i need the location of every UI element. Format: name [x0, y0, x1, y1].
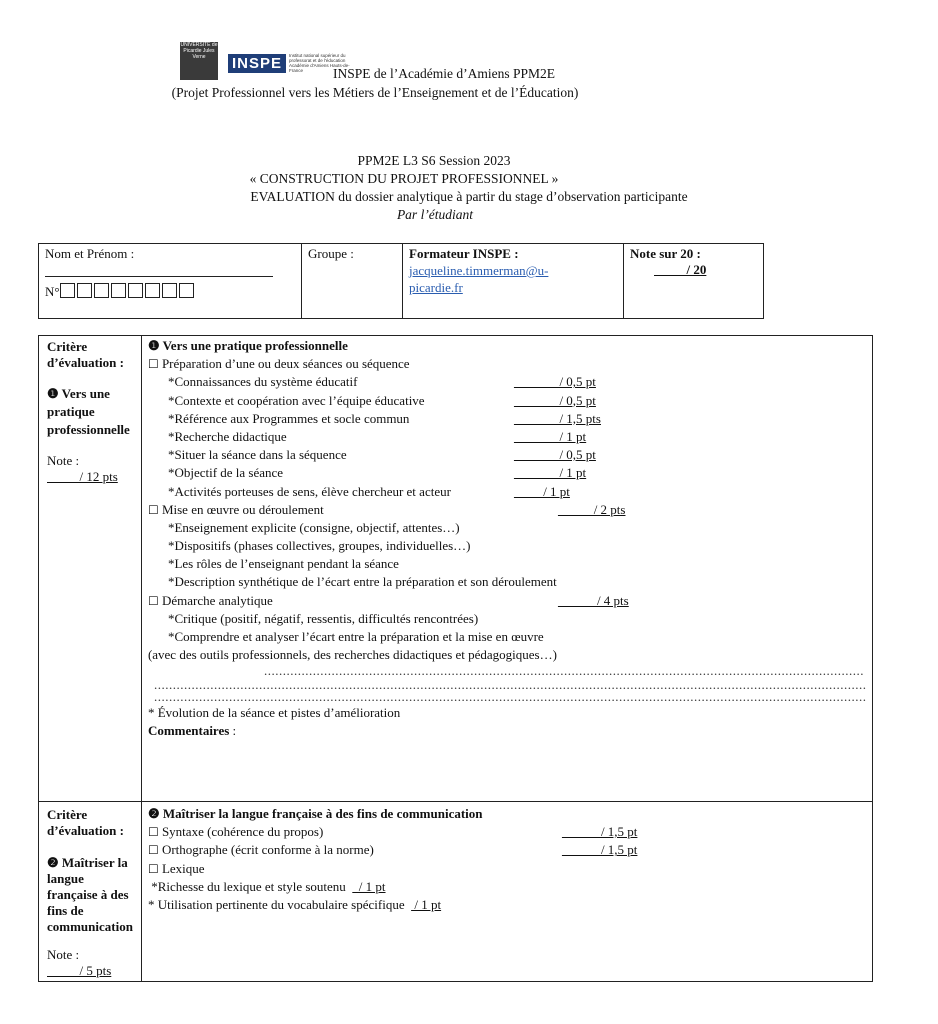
syntax-checkbox-row[interactable]: ☐ Syntaxe (cohérence du propos) / 1,5 pt [147, 824, 638, 840]
score-field[interactable]: / 1 pt [411, 896, 442, 912]
checkbox-icon[interactable]: ☐ [147, 357, 159, 372]
note-value[interactable]: / 5 pts [47, 963, 112, 978]
trainer-label: Formateur INSPE : [409, 246, 519, 261]
digit-box[interactable] [111, 283, 126, 298]
note-field[interactable]: Note : / 5 pts [47, 947, 112, 978]
session-title: PPM2E L3 S6 Session 2023 [357, 153, 511, 168]
digit-box[interactable] [60, 283, 75, 298]
criteria-title: ❶ Vers une pratique professionnelle [47, 386, 130, 437]
analysis-checkbox-row[interactable]: ☐ Démarche analytique / 4 pts [147, 592, 629, 608]
digit-box[interactable] [179, 283, 194, 298]
score-field[interactable]: / 1,5 pts [513, 410, 601, 426]
list-item: *Recherche didactique / 1 pt [167, 428, 587, 444]
student-number-field[interactable] [45, 283, 295, 300]
evolution-item: * Évolution de la séance et pistes d’amélioration [147, 705, 401, 721]
inspe-logo-subtitle: Institut national supérieur du professorat et de l'éducation Académie d'Amiens Hauts-de-France [289, 53, 350, 73]
criteria-label: Critère d’évaluation : [47, 339, 124, 370]
list-item: *Situer la séance dans la séquence / 0,5 pt [167, 447, 596, 463]
dotted-line[interactable]: .............................................................................................................................................................................................. [153, 689, 867, 705]
grade-cell [624, 244, 764, 319]
header-line-2: (Projet Professionnel vers les Métiers de l’Enseignement et de l’Éducation) [171, 85, 579, 100]
digit-box[interactable] [145, 283, 160, 298]
list-item: *Objectif de la séance / 1 pt [167, 465, 587, 481]
comments-label: Commentaires [147, 723, 230, 739]
section-1-content [141, 336, 873, 802]
list-item: *Contexte et coopération avec l’équipe éducative / 0,5 pt [167, 392, 596, 408]
score-field[interactable]: / 4 pts [557, 592, 629, 608]
list-item: *Activités porteuses de sens, élève chercheur et acteur / 1 pt [167, 483, 570, 499]
score-field[interactable]: / 1 pt [352, 878, 386, 894]
criteria-cell-2 [39, 802, 142, 982]
score-field[interactable]: / 1,5 pt [561, 842, 638, 858]
implementation-checkbox-row[interactable]: ☐ Mise en œuvre ou déroulement / 2 pts [147, 501, 626, 517]
name-line[interactable] [45, 262, 273, 277]
dotted-line[interactable]: .............................................................................................................................................................................................. [153, 677, 867, 693]
list-item: * Utilisation pertinente du vocabulaire spécifique / 1 pt [147, 896, 442, 912]
score-field[interactable]: / 1,5 pt [561, 824, 638, 840]
criteria-label: Critère d’évaluation : [47, 807, 124, 838]
checkbox-icon[interactable]: ☐ [147, 843, 159, 858]
section-heading: ❶ Vers une pratique professionnelle [147, 338, 348, 353]
dotted-line[interactable]: ................................................................................................................................................................ [263, 663, 864, 679]
spelling-checkbox-row[interactable]: ☐ Orthographe (écrit conforme à la norme) / 1,5 pt [147, 842, 638, 858]
list-item: *Critique (positif, négatif, ressentis, difficultés rencontrées) [167, 610, 479, 626]
criteria-cell-1 [39, 336, 142, 802]
group-cell[interactable] [302, 244, 403, 319]
header-line-1: INSPE de l’Académie d’Amiens PPM2E [333, 66, 555, 81]
inspe-logo-mark: INSPE [228, 54, 286, 73]
checkbox-icon[interactable]: ☐ [147, 502, 159, 517]
grade-value[interactable]: / 20 [654, 262, 707, 277]
university-logo [180, 42, 218, 80]
number-label: N° [45, 284, 60, 299]
trainer-email-link[interactable]: jacqueline.timmerman@u- picardie.fr [409, 263, 549, 295]
list-item: *Référence aux Programmes et socle commun / 1,5 pts [167, 410, 601, 426]
checkbox-icon[interactable]: ☐ [147, 825, 159, 840]
list-item: *Description synthétique de l’écart entre la préparation et son déroulement [167, 574, 557, 590]
checkbox-icon[interactable]: ☐ [147, 861, 159, 876]
score-field[interactable]: / 0,5 pt [513, 374, 596, 390]
university-logo-text: UNIVERSITÉ de Picardie Jules Verne [180, 42, 218, 60]
preparation-checkbox-row[interactable] [148, 355, 867, 373]
score-field[interactable]: / 1 pt [513, 483, 570, 499]
group-label: Groupe : [308, 246, 354, 261]
document-title: « CONSTRUCTION DU PROJET PROFESSIONNEL » [249, 171, 559, 186]
evaluation-table [38, 335, 873, 982]
grade-label: Note sur 20 : [630, 246, 701, 261]
comments-row[interactable]: Commentaires : [147, 723, 237, 739]
analysis-note: (avec des outils professionnels, des recherches didactiques et pédagogiques…) [147, 647, 557, 663]
list-item: *Dispositifs (phases collectives, groupes, individuelles…) [167, 538, 471, 554]
preparation-label: Préparation d’une ou deux séances ou séquence [161, 356, 410, 372]
lexicon-checkbox-row[interactable]: ☐ Lexique [147, 860, 205, 876]
score-field[interactable]: / 1 pt [513, 428, 587, 444]
identity-table [38, 243, 764, 319]
note-value[interactable]: / 12 pts [47, 469, 118, 484]
criteria-title: ❷ Maîtriser la langue française à des fins de communication [47, 855, 133, 934]
section-heading: ❷ Maîtriser la langue française à des fins de communication [147, 806, 483, 821]
list-item: *Comprendre et analyser l’écart entre la préparation et la mise en œuvre [167, 629, 544, 644]
evaluation-by: Par l’étudiant [396, 207, 474, 222]
list-item: *Les rôles de l’enseignant pendant la séance [167, 556, 399, 572]
evaluation-title: EVALUATION du dossier analytique à partir du stage d’observation participante [250, 189, 688, 204]
digit-box[interactable] [77, 283, 92, 298]
score-field[interactable]: / 1 pt [513, 465, 587, 481]
trainer-cell [403, 244, 624, 319]
score-field[interactable]: / 0,5 pt [513, 392, 596, 408]
section-2-content [141, 802, 873, 982]
score-field[interactable]: / 2 pts [557, 501, 626, 517]
digit-box[interactable] [128, 283, 143, 298]
digit-box[interactable] [94, 283, 109, 298]
note-field[interactable]: Note : / 12 pts [47, 453, 118, 484]
name-label: Nom et Prénom : [45, 246, 135, 261]
list-item: *Enseignement explicite (consigne, objectif, attentes…) [167, 519, 460, 535]
student-cell [39, 244, 302, 319]
digit-box[interactable] [162, 283, 177, 298]
checkbox-icon[interactable]: ☐ [147, 593, 159, 608]
list-item: *Connaissances du système éducatif / 0,5 pt [167, 374, 596, 390]
score-field[interactable]: / 0,5 pt [513, 447, 596, 463]
list-item: *Richesse du lexique et style soutenu / 1 pt [147, 878, 386, 894]
